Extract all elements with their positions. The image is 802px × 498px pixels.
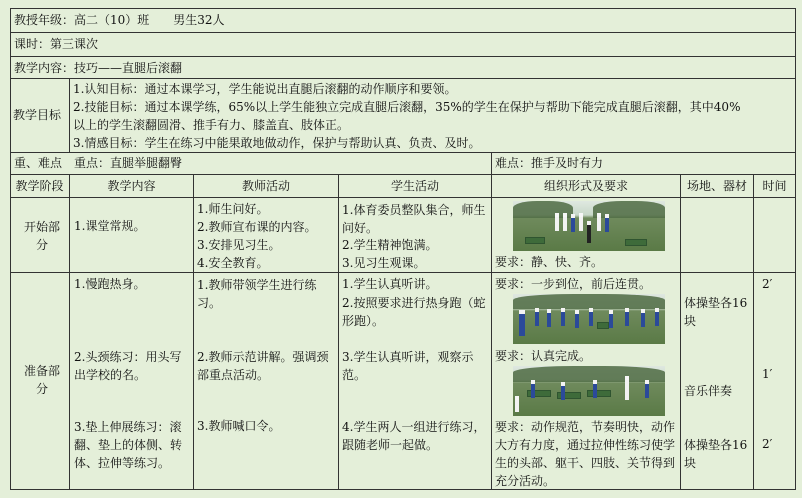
rule: [69, 78, 70, 152]
prep-requirement-2: 要求：认真完成。: [495, 349, 592, 363]
rule-right: [795, 8, 796, 490]
prep-venue-3: 体操垫各16块: [684, 438, 748, 470]
objective-1: 1.认知目标：通过本课学习，学生能说出直腿后滚翻的动作顺序和要领。: [73, 82, 457, 96]
rule: [491, 174, 492, 490]
start-teacher-2: 2.教师宣布课的内容。: [197, 220, 317, 234]
prep-student-2: 2.按照要求进行热身跑（蛇形跑）。: [342, 296, 486, 328]
prep-teacher-2: 2.教师示范讲解。强调颈部重点活动。: [197, 350, 329, 382]
prep-requirement-3: 要求：动作规范，节奏明快，动作大方有力度，通过拉伸性练习使学生的头部、躯干、四肢、关节得到充分活动。: [495, 420, 676, 488]
start-requirement: 要求：静、快、齐。: [495, 255, 604, 269]
col-organization: 组织形式及要求: [543, 179, 628, 193]
difficulty-point: 难点：推手及时有力: [495, 156, 604, 170]
col-content: 教学内容: [107, 179, 156, 193]
rule: [10, 152, 796, 153]
prep-venue-2: 音乐伴奏: [684, 384, 733, 398]
col-student: 学生活动: [390, 179, 439, 193]
col-stage: 教学阶段: [15, 179, 64, 193]
content-info: 教学内容：技巧——直腿后滚翻: [14, 61, 183, 75]
start-teacher-4: 4.安全教育。: [197, 256, 269, 270]
mat-exercise-photo: [513, 366, 665, 416]
prep-time-2: 1′: [762, 367, 773, 381]
prep-time-3: 2′: [762, 437, 773, 451]
prep-teacher-1: 1.教师带领学生进行练习。: [197, 278, 317, 310]
lesson-info: 课时：第三课次: [14, 37, 99, 51]
start-stage: 开始部分: [24, 220, 61, 252]
rule: [193, 174, 194, 490]
start-student-3: 3.见习生观课。: [342, 256, 426, 270]
warmup-run-photo: [513, 294, 665, 344]
prep-content-2: 2.头颈练习：用头写出学校的名。: [74, 350, 182, 382]
col-teacher: 教师活动: [241, 179, 290, 193]
start-student-2: 2.学生精神饱满。: [342, 238, 438, 252]
grade-info: 教授年级：高二（10）班 男生32人: [14, 13, 225, 27]
col-venue: 场地、器材: [686, 179, 747, 193]
objectives-label: 教学目标: [13, 108, 62, 122]
prep-student-3: 3.学生认真听讲，观察示范。: [342, 350, 474, 382]
col-time: 时间: [762, 179, 787, 193]
start-student-1: 1.体育委员整队集合，师生问好。: [342, 203, 486, 235]
start-content: 1.课堂常规。: [74, 219, 146, 233]
prep-student-1: 1.学生认真听讲。: [342, 277, 438, 291]
prep-content-3: 3.垫上伸展练习：滚翻、垫上的体侧、转体、拉伸等练习。: [74, 420, 183, 470]
rule: [10, 272, 796, 273]
prep-venue-1: 体操垫各16块: [684, 296, 748, 328]
objective-2a: 2.技能目标：通过本课学练，65%以上学生能独立完成直腿后滚翻，35%的学生在保护与帮助下能完成直腿后滚翻，其中40%: [73, 100, 741, 114]
rule: [10, 174, 796, 175]
rule: [338, 174, 339, 490]
objective-3: 3.情感目标：学生在练习中能果敢地做动作，保护与帮助认真、负责、及时。: [73, 136, 481, 150]
rule: [10, 78, 796, 79]
rule: [10, 32, 796, 33]
start-teacher-1: 1.师生问好。: [197, 202, 269, 216]
prep-stage: 准备部分: [24, 364, 61, 396]
prep-student-4: 4.学生两人一组进行练习，跟随老师一起做。: [342, 420, 486, 452]
start-teacher-3: 3.安排见习生。: [197, 238, 281, 252]
key-point: 重、难点 重点：直腿举腿翻臀: [14, 156, 183, 170]
prep-requirement-1: 要求：一步到位，前后连贯。: [495, 277, 652, 291]
prep-teacher-3: 3.教师喊口令。: [197, 419, 281, 433]
rule: [10, 56, 796, 57]
rule: [69, 174, 70, 490]
rule: [680, 174, 681, 490]
objective-2b: 以上的学生滚翻圆滑、推手有力、膝盖直、肢体正。: [73, 118, 350, 132]
prep-time-1: 2′: [762, 277, 773, 291]
rule-top: [10, 8, 796, 9]
rule: [491, 152, 492, 174]
rule: [10, 197, 796, 198]
prep-content-1: 1.慢跑热身。: [74, 277, 146, 291]
rule-left: [10, 8, 11, 490]
class-assembly-photo: [513, 201, 665, 251]
rule: [753, 174, 754, 490]
